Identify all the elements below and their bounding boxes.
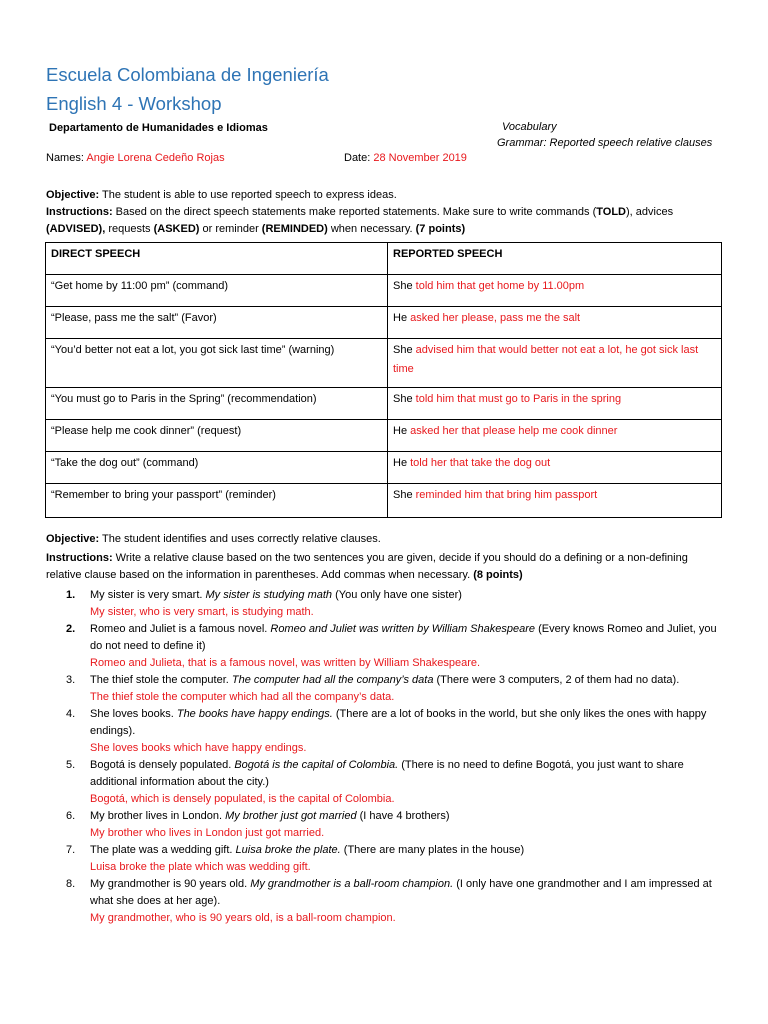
item-prompt xyxy=(90,706,726,740)
points-label: (7 points) xyxy=(415,223,466,235)
direct-cell: “Please help me cook dinner” (request) xyxy=(46,420,388,452)
sentence-2: The computer had all the company’s data xyxy=(231,674,434,686)
vocabulary-label: Vocabulary xyxy=(502,121,557,133)
sentence-1: Romeo and Juliet is a famous novel. xyxy=(90,623,271,635)
instructions-text: when necessary. xyxy=(327,223,416,235)
item-prompt xyxy=(90,842,726,859)
names-label: Names: xyxy=(46,152,84,164)
grammar-label: Grammar: Reported speech relative clauses xyxy=(497,137,713,149)
item-number: 2. xyxy=(66,623,76,635)
item-note: (There is no need to define Bogotá, you just want to share additional information about the city.) xyxy=(90,759,684,788)
answer: advised him that would better not eat a lot, he got sick last time xyxy=(393,344,699,375)
sentence-1: Bogotá is densely populated. xyxy=(90,759,235,771)
points-label: (8 points) xyxy=(473,569,523,581)
answer: told him that must go to Paris in the spring xyxy=(415,393,622,405)
date-value: 28 November 2019 xyxy=(373,152,467,164)
item-note: (There are many plates in the house) xyxy=(340,844,525,856)
item-answer: The thief stole the computer which had all the company’s data. xyxy=(90,691,395,703)
list-item xyxy=(46,706,726,757)
item-number: 1. xyxy=(66,589,76,601)
item-answer: She loves books which have happy endings. xyxy=(90,742,307,754)
answer: told her that take the dog out xyxy=(410,457,551,469)
reported-cell xyxy=(388,420,722,452)
relative-clause-list xyxy=(46,587,726,927)
reported-cell xyxy=(388,388,722,420)
answer: told him that get home by 11.00pm xyxy=(415,280,585,292)
item-prompt xyxy=(90,587,726,604)
answer: asked her please, pass me the salt xyxy=(410,312,581,324)
sentence-1: My sister is very smart. xyxy=(90,589,206,601)
table-row xyxy=(46,420,722,452)
reported-cell xyxy=(388,339,722,388)
item-prompt xyxy=(90,672,726,689)
instructions-label: Instructions: xyxy=(46,552,113,564)
item-number: 8. xyxy=(66,878,76,890)
instructions-text: Write a relative clause based on the two sentences you are given, decide if you should do a defining or a non-defining relative clause based on the information in parentheses. Add commas when necessary. xyxy=(46,552,688,581)
item-prompt xyxy=(90,621,726,655)
reported-cell xyxy=(388,307,722,339)
direct-cell: “You must go to Paris in the Spring” (recommendation) xyxy=(46,388,388,420)
item-note: (I have 4 brothers) xyxy=(356,810,450,822)
item-number: 4. xyxy=(66,708,76,720)
table-header-row xyxy=(46,243,722,275)
reported-cell xyxy=(388,484,722,518)
department: Departamento de Humanidades e Idiomas xyxy=(49,122,268,134)
sentence-2: My grandmother is a ball-room champion. xyxy=(250,878,454,890)
sentence-1: The plate was a wedding gift. xyxy=(90,844,236,856)
item-prompt xyxy=(90,876,726,910)
item-number: 5. xyxy=(66,759,76,771)
direct-cell: “Get home by 11:00 pm” (command) xyxy=(46,275,388,307)
answer: reminded him that bring him passport xyxy=(415,489,598,501)
subject: He xyxy=(393,457,408,469)
item-note: (There were 3 computers, 2 of them had no data). xyxy=(433,674,680,686)
subject: She xyxy=(393,489,413,501)
table-row xyxy=(46,275,722,307)
list-item xyxy=(46,672,726,706)
objective-text: The student identifies and uses correctly relative clauses. xyxy=(99,533,381,545)
direct-cell: “Please, pass me the salt” (Favor) xyxy=(46,307,388,339)
item-answer: My brother who lives in London just got married. xyxy=(90,827,325,839)
advised-keyword: (ADVISED), xyxy=(46,223,106,235)
school-title: Escuela Colombiana de Ingeniería xyxy=(46,64,329,85)
objective-1 xyxy=(46,187,726,204)
direct-speech-header: DIRECT SPEECH xyxy=(46,243,388,275)
objective-text: The student is able to use reported speech to express ideas. xyxy=(99,189,397,201)
date-line xyxy=(344,150,467,166)
subject: He xyxy=(393,312,408,324)
sentence-1: The thief stole the computer. xyxy=(90,674,232,686)
direct-cell: “You’d better not eat a lot, you got sick last time” (warning) xyxy=(46,339,388,388)
reported-cell xyxy=(388,452,722,484)
sentence-2: Romeo and Juliet was written by William Shakespeare xyxy=(270,623,536,635)
course-title: English 4 - Workshop xyxy=(46,93,222,114)
instructions-text: Based on the direct speech statements make reported statements. Make sure to write commands ( xyxy=(112,206,597,218)
date-label: Date: xyxy=(344,152,371,164)
table-row xyxy=(46,339,722,388)
table-row xyxy=(46,452,722,484)
sentence-1: My brother lives in London. xyxy=(90,810,226,822)
item-number: 7. xyxy=(66,844,76,856)
instructions-1 xyxy=(46,204,726,238)
item-prompt xyxy=(90,757,726,791)
objective-label: Objective: xyxy=(46,189,100,201)
sentence-2: The books have happy endings. xyxy=(176,708,333,720)
instructions-label: Instructions: xyxy=(46,206,113,218)
list-item xyxy=(46,621,726,672)
item-number: 6. xyxy=(66,810,76,822)
subject: She xyxy=(393,393,413,405)
sentence-2: My brother just got married xyxy=(225,810,357,822)
instructions-text: ), advices xyxy=(626,206,674,218)
item-answer: My grandmother, who is 90 years old, is a ball-room champion. xyxy=(90,912,396,924)
item-number: 3. xyxy=(66,674,76,686)
sentence-1: She loves books. xyxy=(90,708,177,720)
list-item xyxy=(46,757,726,808)
table-row xyxy=(46,484,722,518)
names-line xyxy=(46,150,225,166)
table-row xyxy=(46,388,722,420)
sentence-1: My grandmother is 90 years old. xyxy=(90,878,251,890)
objective-label: Objective: xyxy=(46,533,100,545)
reported-speech-header: REPORTED SPEECH xyxy=(388,243,722,275)
sentence-2: My sister is studying math xyxy=(205,589,333,601)
reported-speech-table xyxy=(45,242,722,518)
told-keyword: TOLD xyxy=(596,206,626,218)
direct-cell: “Take the dog out” (command) xyxy=(46,452,388,484)
subject: She xyxy=(393,280,413,292)
names-value: Angie Lorena Cedeño Rojas xyxy=(86,152,225,164)
table-row xyxy=(46,307,722,339)
item-note: (You only have one sister) xyxy=(332,589,462,601)
answer: asked her that please help me cook dinner xyxy=(410,425,618,437)
subject: She xyxy=(393,344,413,356)
subject: He xyxy=(393,425,408,437)
sentence-2: Luisa broke the plate. xyxy=(235,844,341,856)
item-note: (Every knows Romeo and Juliet, you do not need to define it) xyxy=(90,623,717,652)
item-answer: Bogotá, which is densely populated, is the capital of Colombia. xyxy=(90,793,395,805)
objective-2 xyxy=(46,531,726,548)
instructions-text: requests xyxy=(105,223,154,235)
list-item xyxy=(46,876,726,927)
reported-cell xyxy=(388,275,722,307)
item-answer: Luisa broke the plate which was wedding gift. xyxy=(90,861,311,873)
reminded-keyword: (REMINDED) xyxy=(261,223,328,235)
instructions-2 xyxy=(46,550,722,584)
instructions-text: or reminder xyxy=(199,223,262,235)
item-prompt xyxy=(90,808,726,825)
item-note: (I only have one grandmother and I am impressed at what she does at her age). xyxy=(90,878,712,907)
sentence-2: Bogotá is the capital of Colombia. xyxy=(234,759,399,771)
item-note: (There are a lot of books in the world, but she only likes the ones with happy endings). xyxy=(90,708,707,737)
item-answer: My sister, who is very smart, is studying math. xyxy=(90,606,314,618)
list-item xyxy=(46,842,726,876)
direct-cell: “Remember to bring your passport” (reminder) xyxy=(46,484,388,518)
item-answer: Romeo and Julieta, that is a famous novel, was written by William Shakespeare. xyxy=(90,657,481,669)
asked-keyword: (ASKED) xyxy=(153,223,200,235)
list-item xyxy=(46,587,726,621)
list-item xyxy=(46,808,726,842)
